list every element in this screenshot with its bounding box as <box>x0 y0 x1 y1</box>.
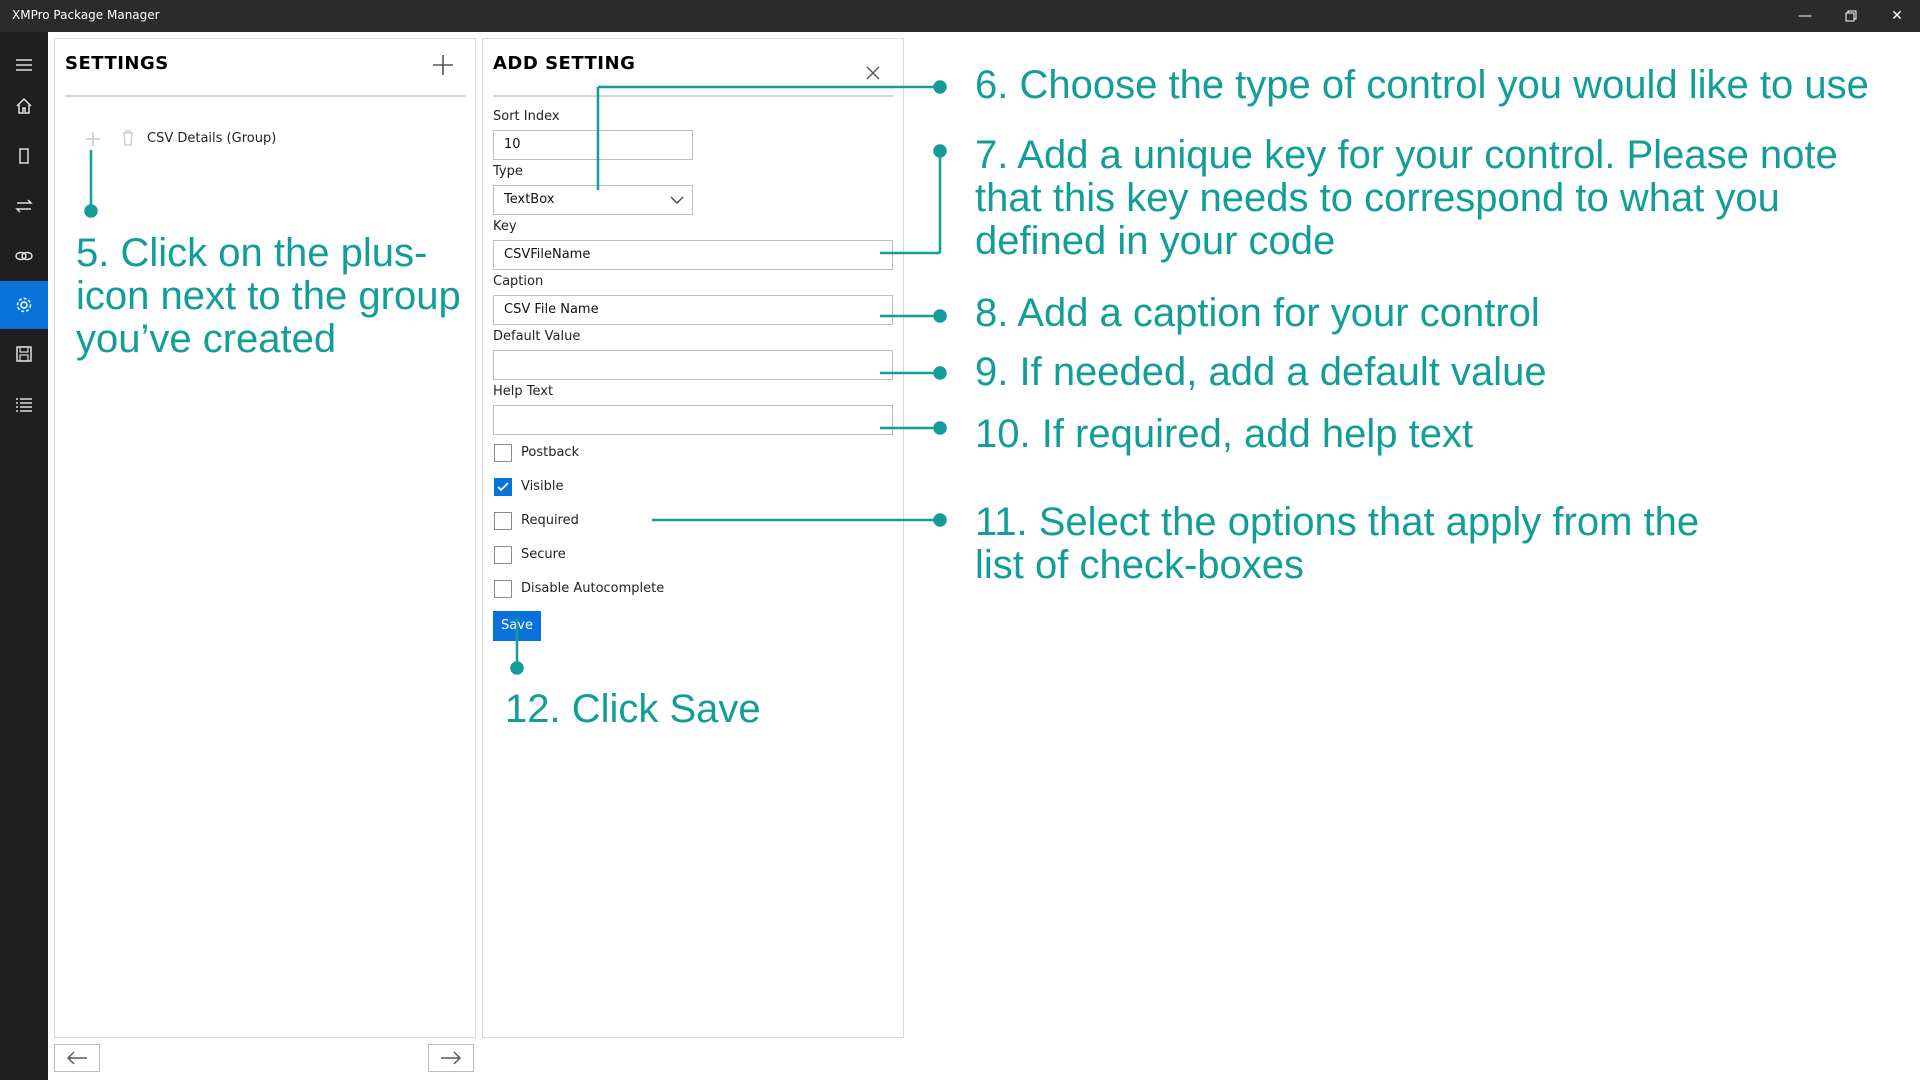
gear-icon <box>14 295 34 315</box>
left-navigation <box>0 32 48 1080</box>
annotation-step-11: 11. Select the options that apply from the list of check-boxes <box>975 500 1700 587</box>
annotation-step-12: 12. Click Save <box>505 687 761 731</box>
arrow-right-icon <box>440 1051 462 1065</box>
close-icon: ✕ <box>1891 8 1903 24</box>
annotation-step-8: 8. Add a caption for your control <box>975 291 1540 335</box>
minimize-button[interactable] <box>1782 0 1828 32</box>
back-button[interactable] <box>54 1044 100 1072</box>
settings-divider <box>65 95 465 97</box>
nav-home-button[interactable] <box>0 82 48 130</box>
annotation-step-10: 10. If required, add help text <box>975 412 1474 456</box>
secure-label: Secure <box>521 547 566 562</box>
help-text-input[interactable] <box>493 405 893 435</box>
nav-transfer-button[interactable] <box>0 182 48 230</box>
add-group-button[interactable] <box>431 53 455 77</box>
plus-icon <box>85 131 101 147</box>
caption-label: Caption <box>493 274 544 289</box>
type-label: Type <box>493 164 523 179</box>
restore-button[interactable] <box>1828 0 1874 32</box>
close-panel-button[interactable] <box>865 65 881 81</box>
nav-link-button[interactable] <box>0 232 48 280</box>
device-icon <box>14 146 34 166</box>
sort-index-label: Sort Index <box>493 109 560 124</box>
sort-index-input[interactable]: 10 <box>493 130 693 160</box>
home-icon <box>14 96 34 116</box>
settings-panel <box>54 38 476 1038</box>
add-setting-panel <box>482 38 904 1038</box>
close-window-button[interactable] <box>1874 0 1920 32</box>
caption-input[interactable]: CSV File Name <box>493 295 893 325</box>
transfer-icon <box>14 196 34 216</box>
type-selected-value: TextBox <box>504 192 555 207</box>
visible-label: Visible <box>521 479 564 494</box>
nav-list-button[interactable] <box>0 380 48 428</box>
annotation-step-9: 9. If needed, add a default value <box>975 350 1547 394</box>
forward-button[interactable] <box>428 1044 474 1072</box>
save-button[interactable]: Save <box>493 611 541 641</box>
annotation-step-5: 5. Click on the plus-icon next to the group you’ve created <box>76 231 461 361</box>
close-icon <box>865 65 881 81</box>
key-label: Key <box>493 219 517 234</box>
postback-checkbox[interactable] <box>494 444 512 462</box>
delete-group-button[interactable] <box>121 130 135 146</box>
restore-icon <box>1845 10 1857 22</box>
disable-autocomplete-checkbox[interactable] <box>494 580 512 598</box>
add-setting-divider <box>493 95 893 97</box>
checkmark-icon <box>495 479 511 495</box>
list-icon <box>14 394 34 414</box>
plus-icon <box>431 53 455 77</box>
key-input[interactable]: CSVFileName <box>493 240 893 270</box>
trash-icon <box>121 130 135 146</box>
annotation-step-6: 6. Choose the type of control you would like to use <box>975 63 1869 107</box>
menu-icon <box>14 55 34 75</box>
default-value-input[interactable] <box>493 350 893 380</box>
add-setting-button[interactable] <box>85 131 101 147</box>
chevron-down-icon <box>670 195 684 205</box>
type-dropdown[interactable] <box>493 185 693 215</box>
settings-title: SETTINGS <box>65 53 169 74</box>
visible-checkbox[interactable] <box>494 478 512 496</box>
required-checkbox[interactable] <box>494 512 512 530</box>
default-value-label: Default Value <box>493 329 581 344</box>
link-icon <box>14 246 34 266</box>
tree-item-group[interactable]: CSV Details (Group) <box>147 131 277 146</box>
disable-autocomplete-label: Disable Autocomplete <box>521 581 665 596</box>
arrow-left-icon <box>66 1051 88 1065</box>
minimize-icon: — <box>1798 8 1812 24</box>
required-label: Required <box>521 513 579 528</box>
add-setting-title: ADD SETTING <box>493 53 636 74</box>
window-title: XMPro Package Manager <box>12 8 160 22</box>
help-text-label: Help Text <box>493 384 554 399</box>
nav-settings-button[interactable] <box>0 281 48 329</box>
secure-checkbox[interactable] <box>494 546 512 564</box>
nav-device-button[interactable] <box>0 132 48 180</box>
postback-label: Postback <box>521 445 580 460</box>
save-icon <box>14 344 34 364</box>
annotation-step-7: 7. Add a unique key for your control. Please note that this key needs to correspond to what you defined in your code <box>975 133 1838 263</box>
title-bar <box>0 0 1920 32</box>
nav-save-button[interactable] <box>0 330 48 378</box>
